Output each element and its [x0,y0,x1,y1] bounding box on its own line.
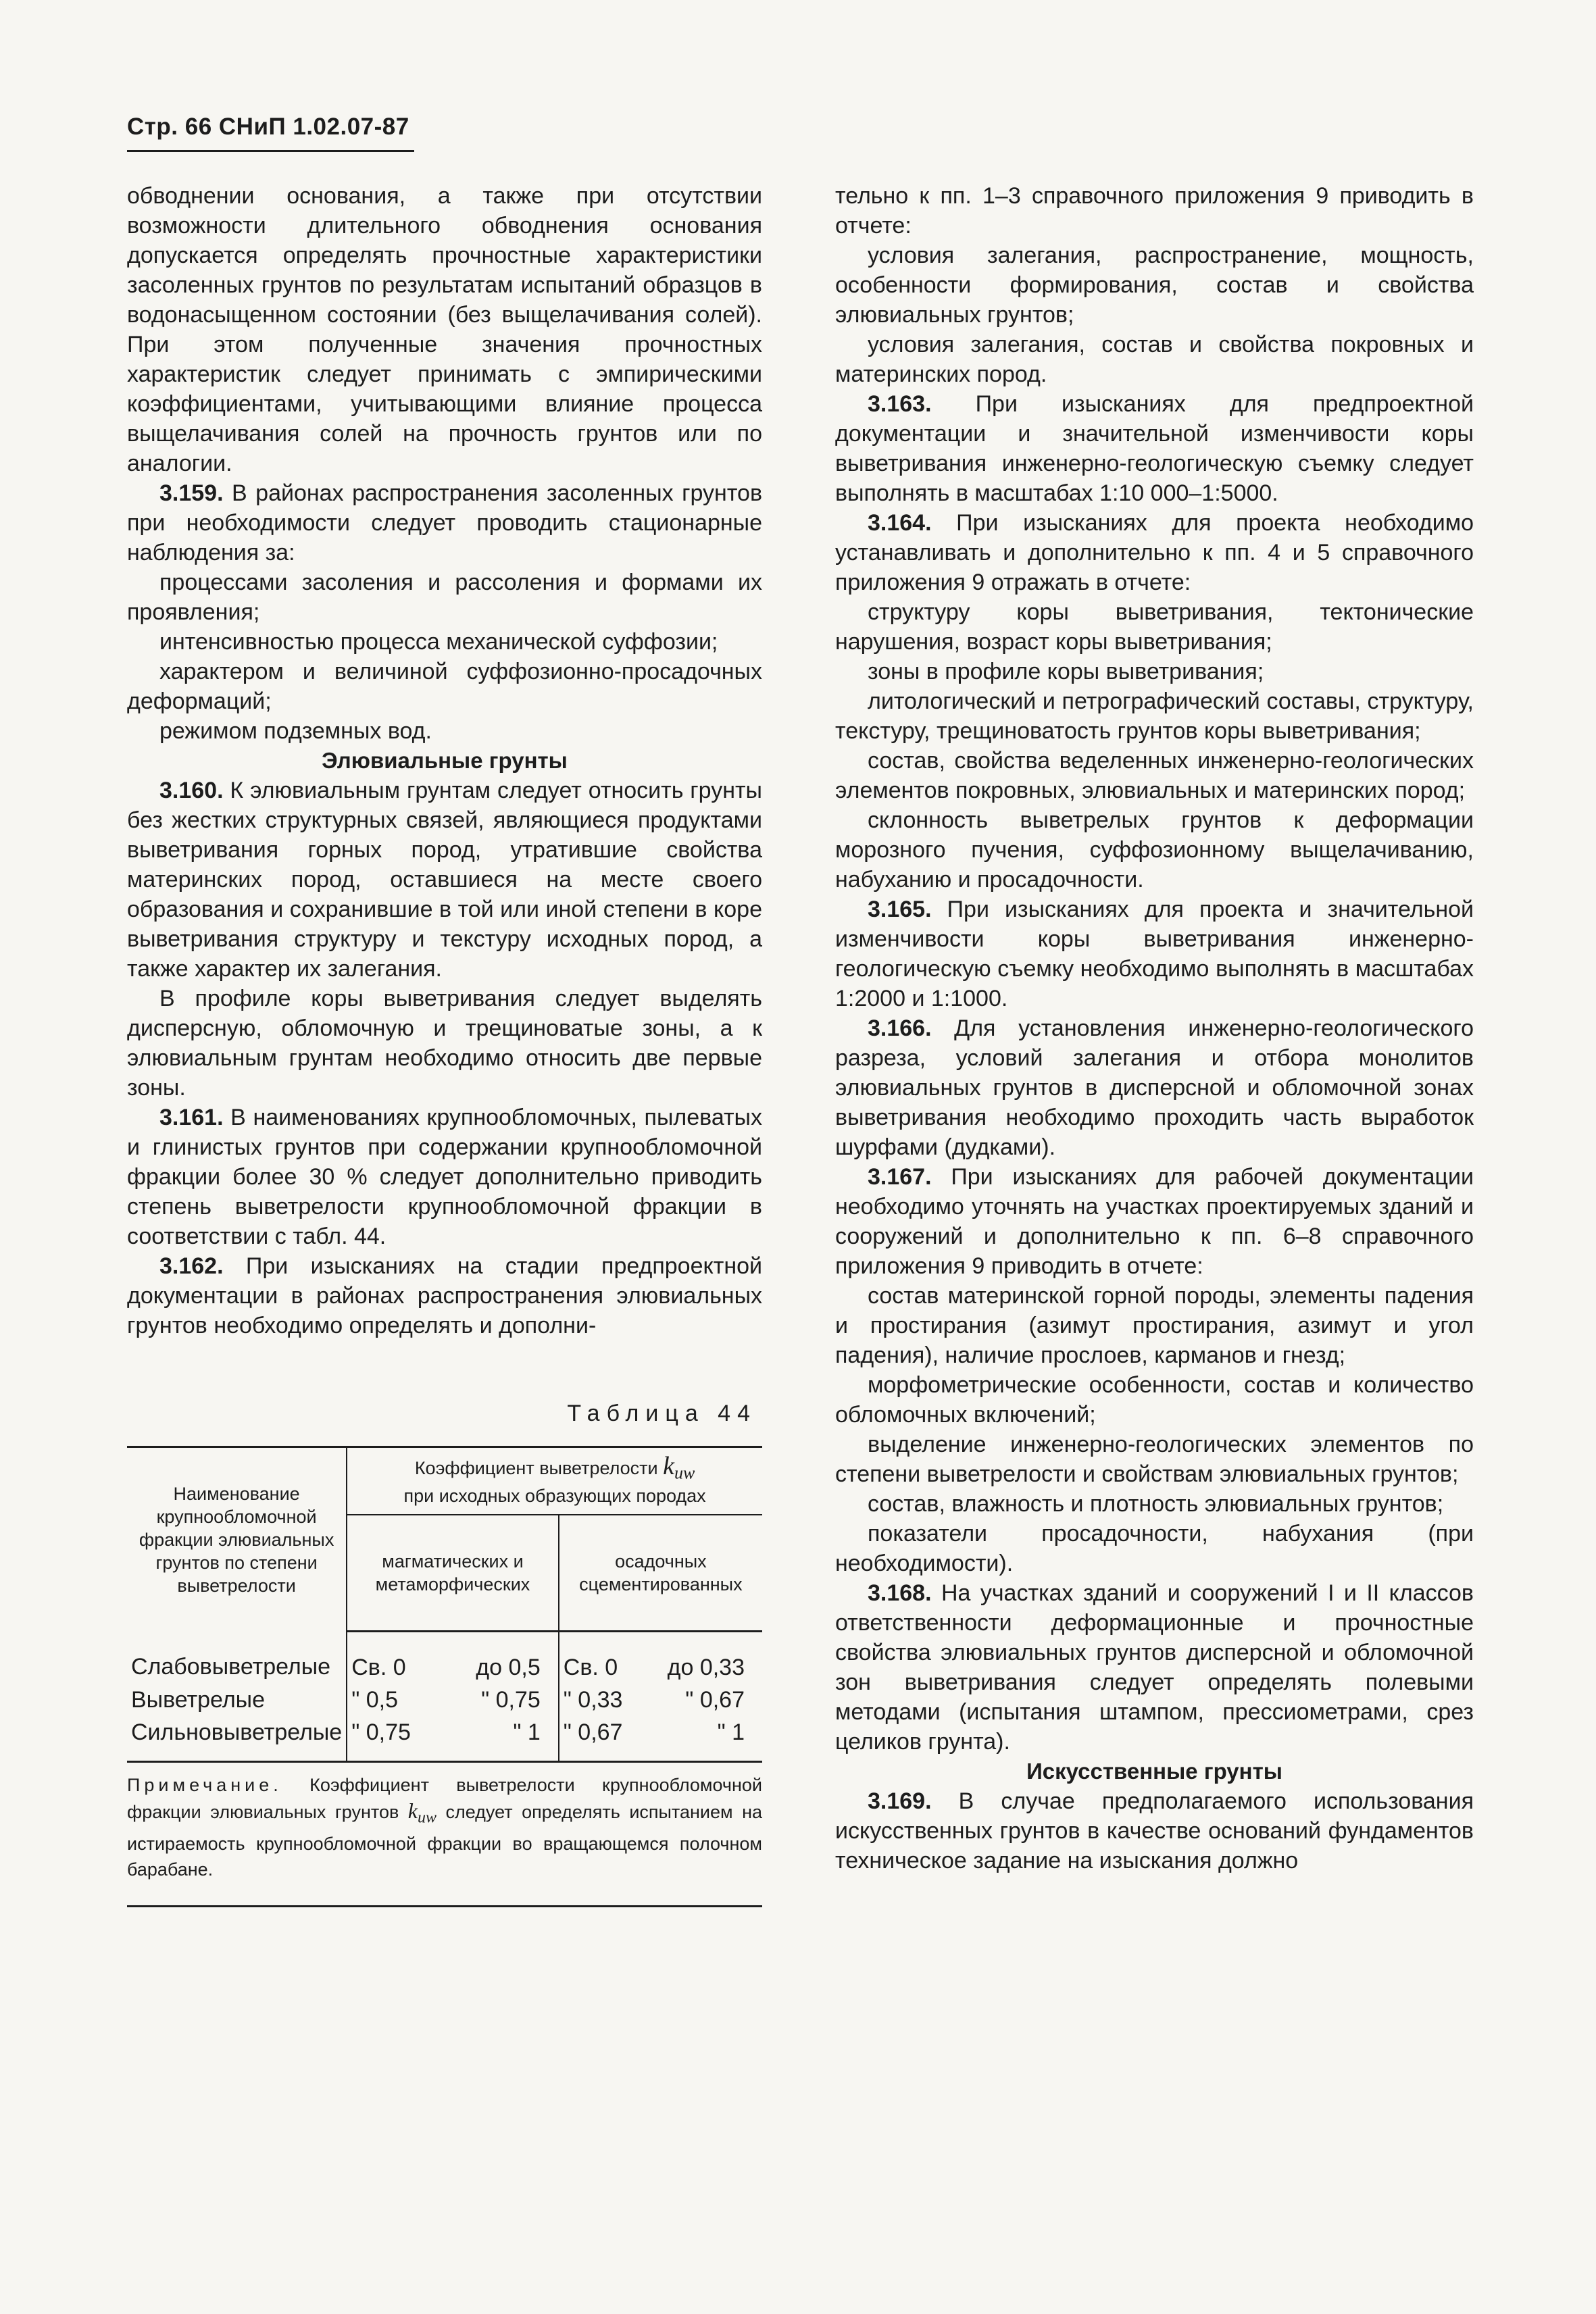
section-heading: Элювиальные грунты [322,748,568,773]
clause-number: 3.169. [868,1788,932,1814]
value-from: " 0,33 [563,1687,623,1713]
list-item: процессами засоления и рассоления и формами их проявления; [127,570,762,625]
cell-sedimentary [559,1715,762,1761]
table-44 [127,1446,762,1761]
paragraph: тельно к пп. 1–3 справочного приложения 9 приводить в отчете: [835,183,1474,238]
list-item: морфометрические особенности, состав и количество обломочных включений; [835,1372,1474,1428]
paragraph-text: При изысканиях для рабочей документации необходимо уточнять на участках проектируемых зданий и сооружений и дополнительно к пп. 6–8 справочного приложения 9 приводить в отчете: [835,1164,1474,1279]
paragraph-3-163 [835,389,1474,508]
value-to: " 1 [513,1719,541,1746]
value-to: " 0,75 [481,1687,541,1713]
paragraph-3-162 [127,1251,762,1340]
right-column [835,181,1474,1876]
cell-name: Слабовыветрелые [127,1632,347,1683]
note-label: Примечание. [127,1775,282,1796]
clause-number: 3.160. [159,778,224,803]
clause-number: 3.167. [868,1164,932,1190]
value-from: " 0,75 [351,1719,411,1746]
header-coef-label-2: при исходных образующих породах [403,1486,706,1507]
list-item: структуру коры выветривания, тектонические нарушения, возраст коры выветривания; [835,599,1474,655]
cell-sedimentary [559,1682,762,1715]
paragraph-text: Для установления инженерно-геологического разреза, условий залегания и отбора монолитов элювиальных грунтов в дисперсной и обломочной зонах выветривания необходимо проходить часть выработок шурфами (дудками). [835,1015,1474,1160]
table-row [127,1715,762,1761]
page-header: Стр. 66 СНиП 1.02.07-87 [127,114,409,140]
list-item: склонность выветрелых грунтов к деформации морозного пучения, суффозионному выщелачиванию, набуханию и просадочности. [835,807,1474,892]
list-item: условия залегания, распространение, мощность, особенности формирования, состав и свойства элювиальных грунтов; [835,243,1474,328]
clause-number: 3.162. [159,1253,224,1279]
clause-number: 3.159. [159,480,224,506]
table-row [127,1682,762,1715]
paragraph-text: К элювиальным грунтам следует относить грунты без жестких структурных связей, являющиеся продуктами выветривания горных пород, утратившие свойства материнских пород, оставшиеся на месте своего образования и сохранившие в той или иной степени в коре выветривания структуру и текстуру исходных пород, а также характер их залегания. [127,778,762,982]
clause-number: 3.166. [868,1015,932,1041]
note-text: Коэффициент выветрелости крупнообломочной фракции элювиальных грунтов [127,1775,762,1823]
clause-number: 3.163. [868,391,932,417]
value-from: Св. 0 [351,1655,406,1681]
paragraph-3-165 [835,895,1474,1013]
header-coef-label: Коэффициент выветрелости [414,1458,658,1478]
paragraph-3-164 [835,508,1474,597]
header-magmatic: магматических и метаморфических [347,1515,559,1632]
cell-magmatic [347,1632,559,1683]
table-note [127,1761,762,1907]
clause-number: 3.164. [868,510,932,536]
paragraph-3-166 [835,1013,1474,1162]
table-caption: Таблица 44 [567,1401,757,1426]
value-from: " 0,5 [351,1687,398,1713]
clause-number: 3.165. [868,897,932,922]
paragraph: обводнении основания, а также при отсутствии возможности длительного обводнения основания допускается определять прочностные характеристики засоленных грунтов по результатам испытаний образцов в водонасыщенном состоянии (без выщелачивания солей). При этом полученные значения прочностных характеристик следует принимать с эмпирическими коэффициентами, учитывающими влияние процесса выщелачивания солей на прочность грунтов или по аналогии. [127,183,762,476]
cell-magmatic [347,1715,559,1761]
value-to: до 0,33 [667,1655,745,1681]
note-text-2: следует определять испытанием на истираемость крупнообломочной фракции во вращающемся полочном барабане. [127,1802,762,1880]
paragraph-3-168 [835,1578,1474,1757]
header-rule [127,150,414,152]
coef-symbol: k [663,1452,675,1480]
left-column [127,181,762,1907]
list-item: зоны в профиле коры выветривания; [868,659,1264,684]
list-item: литологический и петрографический составы, структуру, текстуру, трещиноватость грунтов коры выветривания; [835,688,1474,744]
paragraph-3-160 [127,776,762,984]
note-subscript: uw [418,1809,437,1827]
value-from: Св. 0 [563,1655,618,1681]
paragraph-text: В районах распространения засоленных грунтов при необходимости следует проводить стационарные наблюдения за: [127,480,762,565]
cell-name: Выветрелые [127,1682,347,1715]
list-item: условия залегания, состав и свойства покровных и материнских пород. [835,332,1474,387]
list-item: характером и величиной суффозионно-просадочных деформаций; [127,659,762,714]
list-item: состав, влажность и плотность элювиальных грунтов; [868,1491,1444,1517]
paragraph-text: В случае предполагаемого использования искусственных грунтов в качестве оснований фундаментов техническое задание на изыскания должно [835,1788,1474,1873]
value-from: " 0,67 [563,1719,623,1746]
cell-sedimentary [559,1632,762,1683]
header-sedimentary: осадочных сцементированных [559,1515,762,1632]
value-to: " 0,67 [685,1687,745,1713]
paragraph-text: В наименованиях крупнообломочных, пылеватых и глинистых грунтов при содержании крупнообломочной фракции более 30 % следует дополнительно приводить степень выветрелости крупнообломочной фракции в соответствии с табл. 44. [127,1105,762,1249]
list-item: показатели просадочности, набухания (при необходимости). [835,1521,1474,1576]
value-to: " 1 [717,1719,745,1746]
paragraph-text: На участках зданий и сооружений I и II классов ответственности деформационные и прочностные свойства элювиальных грунтов дисперсной и обломочной зон выветривания следует определять полевыми методами (испытания штампом, прессиометрами, срез целиков грунта). [835,1580,1474,1755]
paragraph-text: При изысканиях для проекта и значительной изменчивости коры выветривания инженерно-геологическую съемку необходимо выполнять в масштабах 1:2000 и 1:1000. [835,897,1474,1011]
paragraph-3-161 [127,1103,762,1251]
paragraph-text: При изысканиях на стадии предпроектной документации в районах распространения элювиальных грунтов необходимо определять и дополни- [127,1253,762,1338]
paragraph: В профиле коры выветривания следует выделять дисперсную, обломочную и трещиноватые зоны, а к элювиальным грунтам необходимо относить две первые зоны. [127,986,762,1101]
paragraph-text: При изысканиях для предпроектной документации и значительной изменчивости коры выветривания инженерно-геологическую съемку следует выполнять в масштабах 1:10 000–1:5000. [835,391,1474,506]
table-row [127,1632,762,1683]
value-to: до 0,5 [476,1655,541,1681]
cell-name: Сильновыветрелые [127,1715,347,1761]
paragraph-3-167 [835,1162,1474,1281]
section-heading: Искусственные грунты [1026,1759,1282,1784]
list-item: интенсивностью процесса механической суффозии; [159,629,718,655]
cell-magmatic [347,1682,559,1715]
list-item: состав, свойства веделенных инженерно-геологических элементов покровных, элювиальных и материнских пород; [835,748,1474,803]
list-item: состав материнской горной породы, элементы падения и простирания (азимут простирания, азимут и угол падения), наличие прослоев, карманов и гнезд; [835,1283,1474,1368]
header-coefficient [347,1447,762,1515]
note-symbol: k [407,1799,418,1823]
list-item: режимом подземных вод. [159,718,432,744]
clause-number: 3.161. [159,1105,224,1130]
paragraph-3-159 [127,478,762,568]
coef-subscript: uw [674,1463,695,1483]
clause-number: 3.168. [868,1580,932,1606]
paragraph-text: При изысканиях для проекта необходимо устанавливать и дополнительно к пп. 4 и 5 справочного приложения 9 отражать в отчете: [835,510,1474,595]
paragraph-3-169 [835,1786,1474,1876]
list-item: выделение инженерно-геологических элементов по степени выветрелости и свойствам элювиальных грунтов; [835,1432,1474,1487]
header-name: Наименование крупнообломочной фракции элювиальных грунтов по степени выветрелости [127,1447,347,1632]
